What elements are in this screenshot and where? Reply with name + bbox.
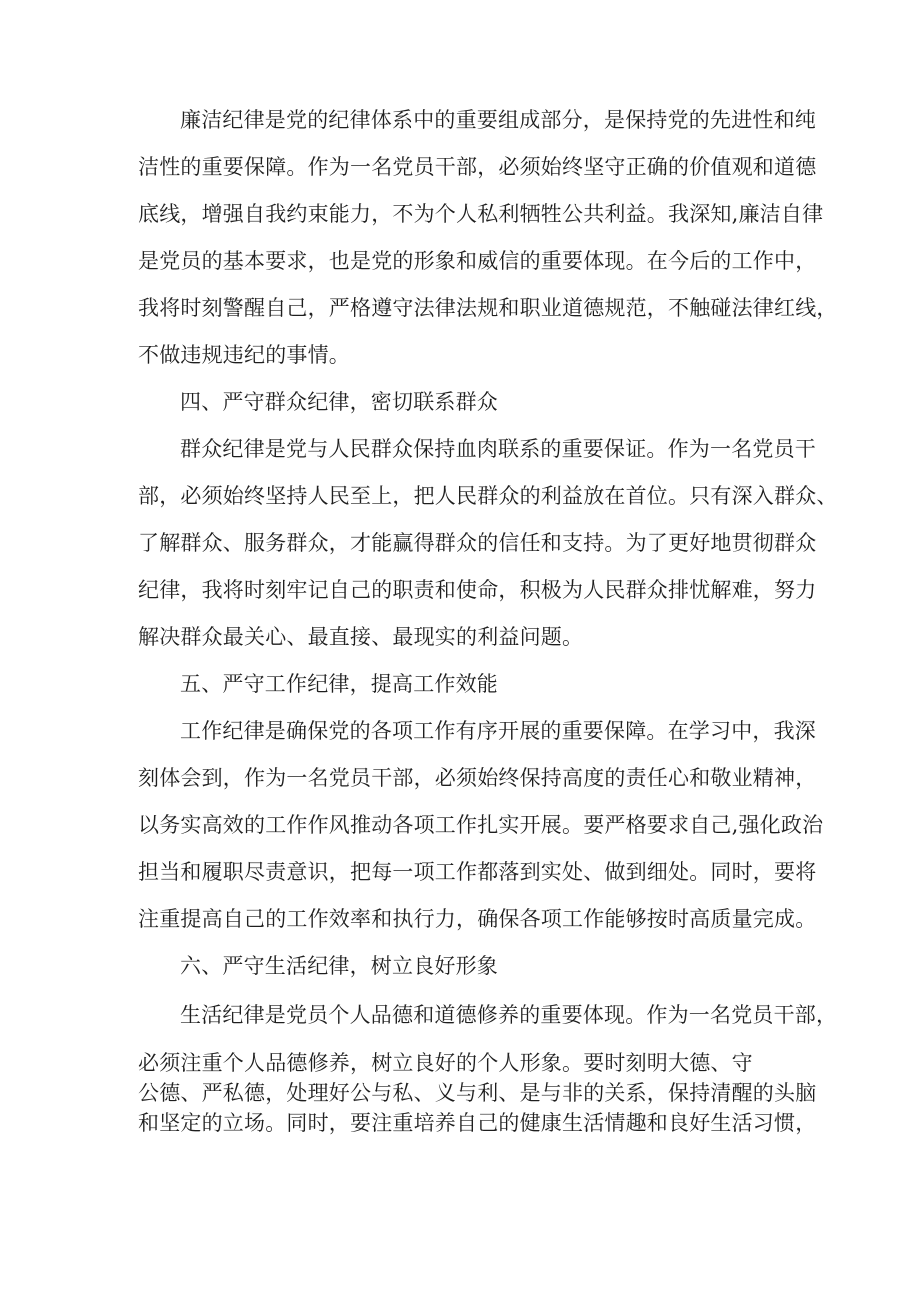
paragraph-line: 群众纪律是党与人民群众保持血肉联系的重要保证。作为一名党员干	[180, 437, 816, 461]
paragraph-line: 注重提高自己的工作效率和执行力，确保各项工作能够按时高质量完成。	[138, 907, 817, 931]
paragraph-line: 刻体会到，作为一名党员干部，必须始终保持高度的责任心和敬业精神，	[138, 766, 817, 790]
paragraph-line: 生活纪律是党员个人品德和道德修养的重要体现。作为一名党员干部，	[180, 1003, 838, 1027]
paragraph-line: 了解群众、服务群众，才能赢得群众的信任和支持。为了更好地贯彻群众	[138, 531, 817, 555]
paragraph-line: 我将时刻警醒自己，严格遵守法律法规和职业道德规范，不触碰法律红线，	[138, 296, 838, 320]
paragraph-line: 解决群众最关心、最直接、最现实的利益问题。	[138, 625, 584, 649]
paragraph-line: 洁性的重要保障。作为一名党员干部，必须始终坚守正确的价值观和道德	[138, 155, 817, 179]
paragraph-line: 和坚定的立场。同时，要注重培养自己的健康生活情趣和良好生活习惯，	[138, 1111, 817, 1135]
paragraph-line: 廉洁纪律是党的纪律体系中的重要组成部分，是保持党的先进性和纯	[180, 108, 816, 132]
paragraph-line: 工作纪律是确保党的各项工作有序开展的重要保障。在学习中，我深	[180, 719, 816, 743]
paragraph-line: 不做违规违纪的事情。	[138, 343, 350, 367]
paragraph-line: 担当和履职尽责意识，把每一项工作都落到实处、做到细处。同时，要将	[138, 860, 817, 884]
paragraph-line: 是党员的基本要求，也是党的形象和威信的重要体现。在今后的工作中，	[138, 249, 817, 273]
paragraph-line: 底线，增强自我约束能力，不为个人私利牺牲公共利益。我深知,廉洁自律	[138, 202, 824, 226]
paragraph-line: 以务实高效的工作作风推动各项工作扎实开展。要严格要求自己,强化政治	[138, 813, 824, 837]
paragraph-line: 部，必须始终坚持人民至上，把人民群众的利益放在首位。只有深入群众、	[138, 484, 838, 508]
section-heading: 四、严守群众纪律，密切联系群众	[180, 390, 498, 414]
paragraph-line: 公德、严私德，处理好公与私、义与利、是与非的关系，保持清醒的头脑	[138, 1081, 817, 1105]
paragraph-line: 必须注重个人品德修养，树立良好的个人形象。要时刻明大德、守	[138, 1051, 753, 1075]
section-heading: 六、严守生活纪律，树立良好形象	[180, 954, 498, 978]
section-heading: 五、严守工作纪律，提高工作效能	[180, 672, 498, 696]
paragraph-line: 纪律，我将时刻牢记自己的职责和使命，积极为人民群众排忧解难，努力	[138, 578, 817, 602]
